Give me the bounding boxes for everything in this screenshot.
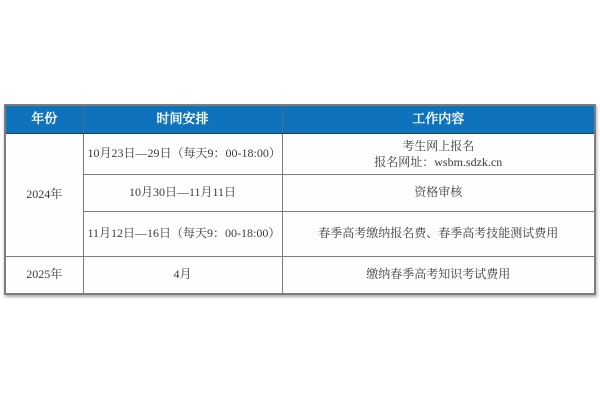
- exam-schedule-table: [4, 104, 596, 295]
- header-work: 工作内容: [282, 105, 595, 133]
- work-line-website: 报名网址：wsbm.sdzk.cn: [374, 154, 503, 169]
- year-cell-2025: 2025年: [5, 256, 83, 294]
- time-cell: 4月: [83, 256, 282, 294]
- work-cell: 缴纳春季高考知识考试费用: [282, 256, 595, 294]
- time-cell: 11月12日—16日（每天9：00-18:00）: [83, 211, 282, 256]
- work-cell: 资格审核: [282, 174, 595, 211]
- header-row: [5, 105, 595, 133]
- work-cell: [282, 133, 595, 174]
- work-line-registration: 考生网上报名: [402, 138, 475, 153]
- table-row: [5, 211, 595, 256]
- header-year: 年份: [5, 105, 83, 133]
- table-row: [5, 256, 595, 294]
- header-time: 时间安排: [83, 105, 282, 133]
- time-cell: 10月30日—11月11日: [83, 174, 282, 211]
- work-cell: 春季高考缴纳报名费、春季高考技能测试费用: [282, 211, 595, 256]
- time-cell: 10月23日—29日（每天9：00-18:00）: [83, 133, 282, 174]
- year-cell-2024: 2024年: [5, 133, 83, 256]
- table-row: [5, 133, 595, 174]
- table-row: [5, 174, 595, 211]
